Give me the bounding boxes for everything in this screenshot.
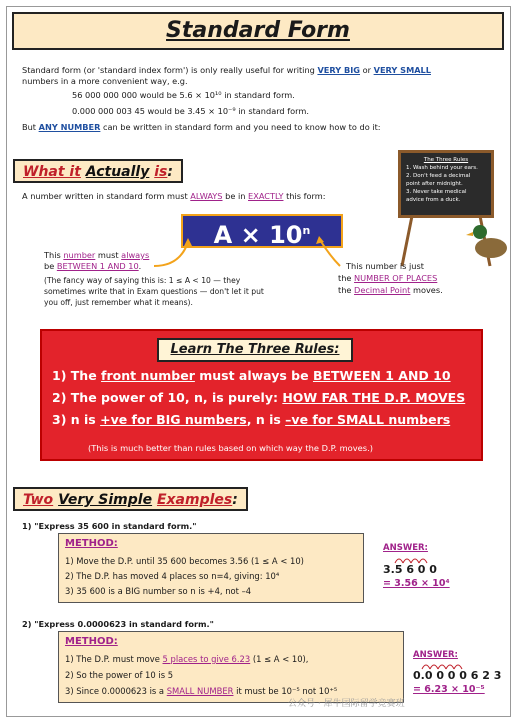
left-note-5: you off, just remember what it means). xyxy=(44,298,193,307)
heading-word: What it xyxy=(23,164,81,180)
board-rule: 2. Don't feed a decimal point after midnight. xyxy=(406,173,471,187)
definition-text: this form: xyxy=(283,191,326,201)
title-box xyxy=(12,12,504,50)
formula-ten: 10 xyxy=(269,221,303,249)
example-2-result: = 6.23 × 10⁻⁵ xyxy=(413,684,485,695)
section-heading-examples xyxy=(13,487,248,511)
rule-1 xyxy=(52,368,451,383)
intro-line-3 xyxy=(22,122,381,133)
always-link[interactable]: ALWAYS xyxy=(190,191,223,201)
rule-text: 1) The xyxy=(52,368,102,383)
arrow-head-icon xyxy=(184,238,192,246)
easel-leg xyxy=(402,216,412,266)
arrow-to-n-icon xyxy=(320,240,340,266)
example-1-method-box xyxy=(58,533,364,603)
method-label: METHOD: xyxy=(65,538,118,549)
duck-beak-icon xyxy=(466,232,473,236)
right-note-2 xyxy=(338,273,437,284)
rule-text: must always be xyxy=(194,368,313,383)
step-text: 1) The D.P. must move xyxy=(65,654,163,664)
very-big-link[interactable]: VERY BIG xyxy=(317,65,361,75)
between-link[interactable]: BETWEEN 1 AND 10 xyxy=(56,261,139,271)
section-heading-what-it-is xyxy=(13,159,183,183)
rule-2 xyxy=(52,390,465,405)
board-title: The Three Rules xyxy=(423,157,469,163)
number-of-places-link[interactable]: NUMBER OF PLACES xyxy=(354,273,438,283)
note-text: must xyxy=(95,250,122,260)
rule-emphasis: +ve for BIG numbers xyxy=(100,412,247,427)
method-step: 2) So the power of 10 is 5 xyxy=(65,670,174,680)
heading-word: is xyxy=(154,164,168,180)
intro-line-1 xyxy=(22,65,431,76)
any-number-link[interactable]: ANY NUMBER xyxy=(38,122,101,132)
right-note-1: This number is just xyxy=(346,261,424,271)
note-text: the xyxy=(338,273,355,283)
intro-line-2: numbers in a more convenient way, e.g. xyxy=(22,76,188,86)
step-text: (1 ≤ A < 10), xyxy=(250,654,309,664)
formula-n: n xyxy=(302,224,311,237)
example-2-question: 2) "Express 0.0000623 in standard form." xyxy=(22,619,214,629)
intro-or: or xyxy=(360,65,374,75)
definition-line xyxy=(22,191,325,202)
example-1: 56 000 000 000 would be 5.6 × 10¹⁰ in standard form. xyxy=(72,90,295,100)
step-emphasis: 5 places to give 6.23 xyxy=(162,654,251,664)
chalkboard xyxy=(398,150,494,218)
heading-colon: : xyxy=(232,492,238,508)
rule-text: 3) n is xyxy=(52,412,101,427)
left-note-3: (The fancy way of saying this is: 1 ≤ A < 10 — they xyxy=(44,276,241,285)
always-link[interactable]: always xyxy=(121,250,150,260)
decimal-point-link[interactable]: Decimal Point xyxy=(354,285,411,295)
heading-colon: : xyxy=(167,164,173,180)
example-2: 0.000 000 003 45 would be 3.45 × 10⁻⁹ in standard form. xyxy=(72,106,309,116)
method-step xyxy=(65,686,337,696)
formula-a: A xyxy=(213,221,233,249)
rule-emphasis: HOW FAR THE D.P. MOVES xyxy=(282,390,466,405)
rule-text: 2) The power of 10, n, is purely: xyxy=(52,390,283,405)
duck-head-icon xyxy=(473,225,487,239)
rules-title: Learn The Three Rules: xyxy=(157,338,353,362)
rule-emphasis: BETWEEN 1 AND 10 xyxy=(312,368,451,383)
watermark: 公众号 · 犀牛国际留学竞赛班 xyxy=(288,699,405,709)
board-rule: 1. Wash behind your ears. xyxy=(406,165,478,171)
left-note-2 xyxy=(44,261,141,272)
step-text: it must be 10⁻⁵ not 10⁺⁵ xyxy=(233,686,338,696)
example-2-digits: 0.0 0 0 0 6 2 3 xyxy=(413,669,502,682)
note-text: . xyxy=(138,261,142,271)
example-1-question: 1) "Express 35 600 in standard form." xyxy=(22,521,197,531)
heading-word: Examples xyxy=(156,492,233,508)
method-step: 2) The D.P. has moved 4 places so n=4, giving: 10⁴ xyxy=(65,571,280,581)
intro-rest: can be written in standard form and you need to know how to do it: xyxy=(100,122,381,132)
duck-body-icon xyxy=(475,238,507,258)
note-text: be xyxy=(44,261,57,271)
step-emphasis: SMALL NUMBER xyxy=(166,686,234,696)
step-text: 3) Since 0.0000623 is a xyxy=(65,686,167,696)
method-step: 3) 35 600 is a BIG number so n is +4, not –4 xyxy=(65,586,252,596)
definition-text: be in xyxy=(222,191,249,201)
very-small-link[interactable]: VERY SMALL xyxy=(373,65,431,75)
intro-but: But xyxy=(22,122,39,132)
heading-word: Two xyxy=(23,492,54,508)
example-2-method-box xyxy=(58,631,404,703)
rule-text: , n is xyxy=(246,412,286,427)
rule-emphasis: –ve for SMALL numbers xyxy=(285,412,451,427)
left-note-1 xyxy=(44,250,149,261)
note-text: This xyxy=(44,250,64,260)
formula-times: × xyxy=(240,221,261,249)
example-2-answer-label: ANSWER: xyxy=(413,650,458,660)
rule-3 xyxy=(52,412,450,427)
example-1-result: = 3.56 × 10⁴ xyxy=(383,578,450,589)
example-1-answer-label: ANSWER: xyxy=(383,543,428,553)
intro-text: Standard form (or 'standard index form') is only really useful for writing xyxy=(22,65,318,75)
arrow-to-a-icon xyxy=(154,242,188,266)
arrows xyxy=(140,236,360,272)
rules-note: (This is much better than rules based on which way the D.P. moves.) xyxy=(88,443,373,453)
rule-emphasis: front number xyxy=(101,368,195,383)
heading-word: Very Simple xyxy=(58,492,153,508)
definition-text: A number written in standard form must xyxy=(22,191,191,201)
page-title: Standard Form xyxy=(166,18,350,43)
number-link[interactable]: number xyxy=(63,250,96,260)
note-text: moves. xyxy=(410,285,443,295)
heading-word: Actually xyxy=(85,164,150,180)
method-label: METHOD: xyxy=(65,636,118,647)
exactly-link[interactable]: EXACTLY xyxy=(248,191,284,201)
right-note-3 xyxy=(338,285,443,296)
example-1-digits: 3.5 6 0 0 xyxy=(383,563,437,576)
board-rule: 3. Never take medical advice from a duck. xyxy=(406,189,467,203)
left-note-4: sometimes write that in Exam questions — don't let it put xyxy=(44,287,264,296)
method-step xyxy=(65,654,308,664)
note-text: the xyxy=(338,285,355,295)
method-step: 1) Move the D.P. until 35 600 becomes 3.56 (1 ≤ A < 10) xyxy=(65,556,304,566)
